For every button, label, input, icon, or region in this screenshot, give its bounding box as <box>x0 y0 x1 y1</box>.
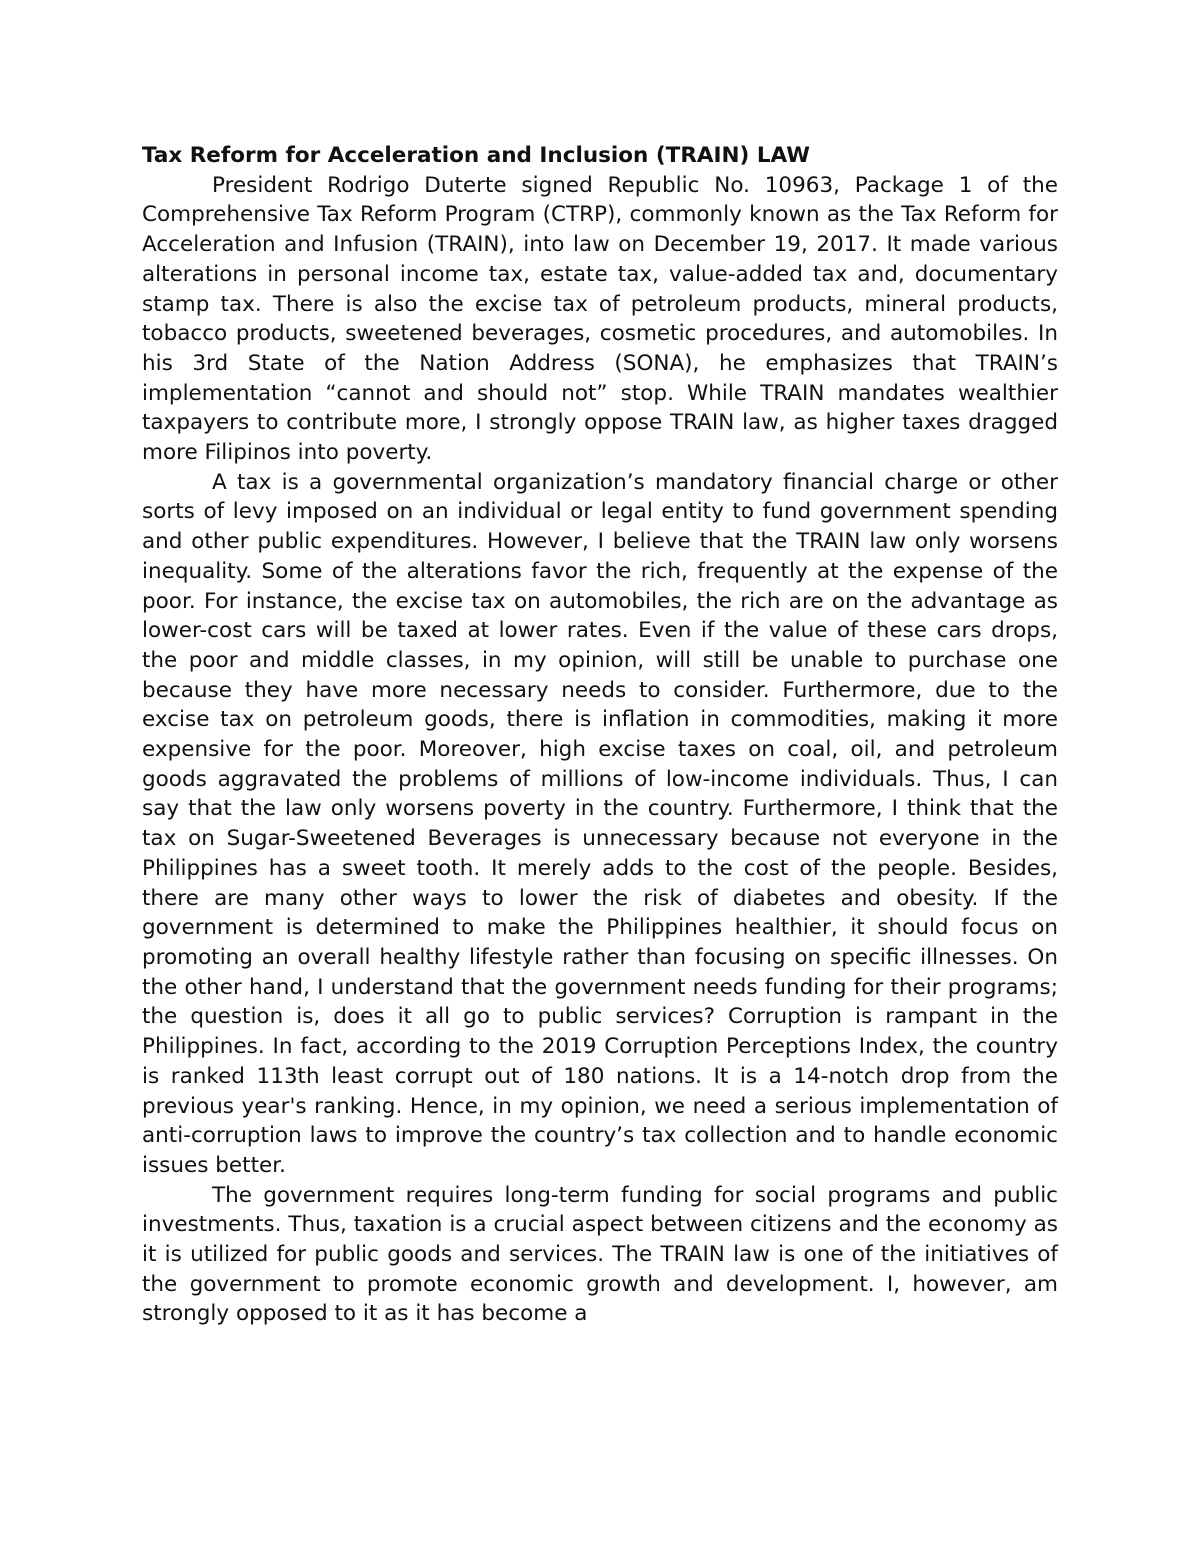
paragraph-argument: A tax is a governmental organization’s mandatory financial charge or other sorts of levy imposed on an individual or legal entity to fund government spending and other public expenditures. However, I believe that the TRAIN law only worsens inequality. Some of the alterations favor the rich, frequently at the expense of the poor. For instance, the excise tax on automobiles, the rich are on the advantage as lower-cost cars will be taxed at lower rates. Even if the value of these cars drops, the poor and middle classes, in my opinion, will still be unable to purchase one because they have more necessary needs to consider. Furthermore, due to the excise tax on petroleum goods, there is inflation in commodities, making it more expensive for the poor. Moreover, high excise taxes on coal, oil, and petroleum goods aggravated the problems of millions of low-income individuals. Thus, I can say that the law only worsens poverty in the country. Furthermore, I think that the tax on Sugar-Sweetened Beverages is unnecessary because not everyone in the Philippines has a sweet tooth. It merely adds to the cost of the people. Besides, there are many other ways to lower the risk of diabetes and obesity. If the government is determined to make the Philippines healthier, it should focus on promoting an overall healthy lifestyle rather than focusing on specific illnesses. On the other hand, I understand that the government needs funding for their programs; the question is, does it all go to public services? Corruption is rampant in the Philippines. In fact, according to the 2019 Corruption Perceptions Index, the country is ranked 113th least corrupt out of 180 nations. It is a 14-notch drop from the previous year's ranking. Hence, in my opinion, we need a serious implementation of anti-corruption laws to improve the country’s tax collection and to handle economic issues better. <box>142 469 1058 1178</box>
paragraph-conclusion: The government requires long-term funding for social programs and public investments. Thus, taxation is a crucial aspect between citizens and the economy as it is utilized for public goods and services. The TRAIN law is one of the initiatives of the government to promote economic growth and development. I, however, am strongly opposed to it as it has become a <box>142 1182 1058 1327</box>
document-body <box>142 141 1058 1329</box>
document-title: Tax Reform for Acceleration and Inclusion (TRAIN) LAW <box>142 143 810 168</box>
paragraph-intro: President Rodrigo Duterte signed Republic No. 10963, Package 1 of the Comprehensive Tax Reform Program (CTRP), commonly known as the Tax Reform for Acceleration and Infusion (TRAIN), into law on December 19, 2017. It made various alterations in personal income tax, estate tax, value-added tax and, documentary stamp tax. There is also the excise tax of petroleum products, mineral products, tobacco products, sweetened beverages, cosmetic procedures, and automobiles. In his 3rd State of the Nation Address (SONA), he emphasizes that TRAIN’s implementation “cannot and should not” stop. While TRAIN mandates wealthier taxpayers to contribute more, I strongly oppose TRAIN law, as higher taxes dragged more Filipinos into poverty. <box>142 172 1058 466</box>
